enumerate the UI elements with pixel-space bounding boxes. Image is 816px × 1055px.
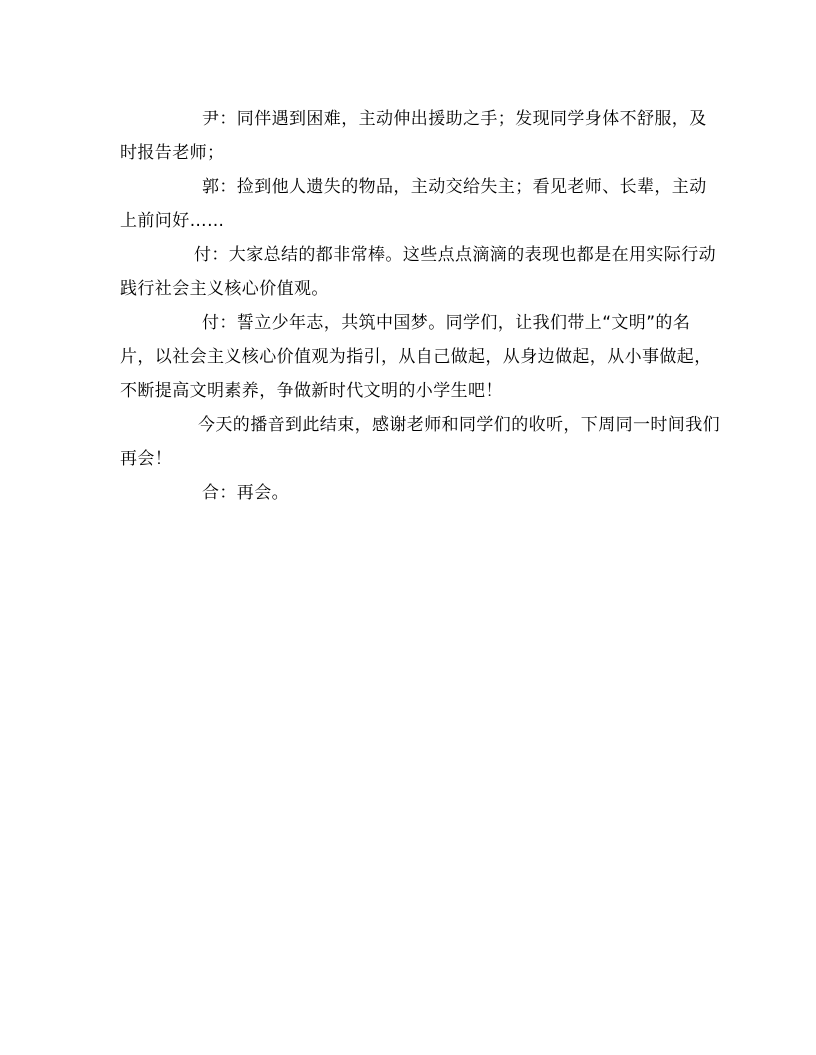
paragraph-fu-summary: 付：大家总结的都非常棒。这些点点滴滴的表现也都是在用实际行动践行社会主义核心价值观。: [120, 245, 716, 299]
paragraph-fu-closing: 付：誓立少年志，共筑中国梦。同学们，让我们带上“文明”的名片，以社会主义核心价值观为指引，从自己做起，从身边做起，从小事做起，不断提高文明素养，争做新时代文明的小学生吧！: [120, 313, 712, 401]
paragraph-yin: 尹：同伴遇到困难，主动伸出援助之手；发现同学身体不舒服，及时报告老师；: [120, 109, 707, 163]
paragraph-together: 合：再会。: [202, 483, 289, 503]
paragraph-guo: 郭：捡到他人遗失的物品，主动交给失主；看见老师、长辈，主动上前问好……: [120, 177, 707, 231]
script-body: [120, 102, 720, 510]
paragraph-farewell: 今天的播音到此结束，感谢老师和同学们的收听，下周同一时间我们再会！: [120, 415, 720, 469]
